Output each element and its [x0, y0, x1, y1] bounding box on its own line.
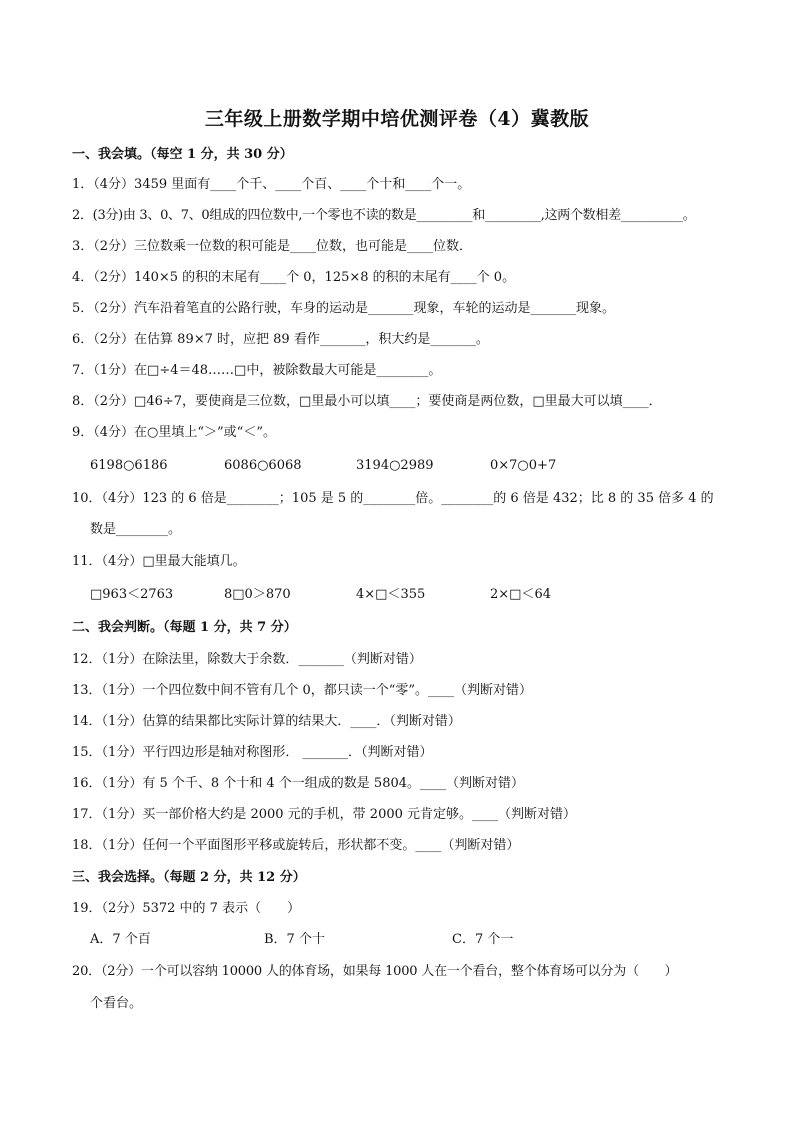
section-heading-judge: 二、我会判断。（每题 1 分，共 7 分）	[72, 620, 297, 635]
q9-item: 6198○6186	[90, 458, 168, 473]
page-title: 三年级上册数学期中培优测评卷（4）冀教版	[204, 108, 590, 130]
question-2: 2．(3分)由 3、0、7、0组成的四位数中,一个零也不读的数是_________和_________,这两个数相差__________。	[72, 208, 696, 223]
q19-option-b: B．7 个十	[264, 932, 325, 947]
question-16: 16．（1分）有 5 个千、8 个十和 4 个一组成的数是 5804。____（判断对错）	[72, 776, 525, 791]
q19-option-c: C．7 个一	[452, 932, 514, 947]
question-7: 7．（1分）在□÷4＝48……□中，被除数最大可能是________。	[72, 363, 442, 378]
question-13: 13．（1分）一个四位数中间不管有几个 0，都只读一个“零”。____（判断对错）	[72, 683, 533, 698]
question-9: 9．（4分）在○里填上“＞”或“＜”。	[72, 425, 276, 440]
q11-item: 4×□＜355	[356, 587, 426, 602]
question-15: 15．（1分）平行四边形是轴对称图形． _______．（判断对错）	[72, 745, 433, 760]
question-5: 5．（2分）汽车沿着笔直的公路行驶，车身的运动是_______现象，车轮的运动是_______现象。	[72, 301, 616, 316]
question-3: 3．（2分）三位数乘一位数的积可能是____位数，也可能是____位数．	[72, 239, 473, 254]
q9-item: 0×7○0+7	[490, 458, 557, 473]
question-4: 4．（2分）140×5 的积的末尾有____个 0，125×8 的积的末尾有____个 0。	[72, 270, 516, 285]
question-18: 18．（1分）任何一个平面图形平移或旋转后，形状都不变。____（判断对错）	[72, 838, 520, 853]
question-1: 1．（4分）3459 里面有____个千、____个百、____个十和____个一。	[72, 177, 471, 192]
q19-option-a: A．7 个百	[90, 932, 151, 947]
section-heading-choice: 三、我会选择。（每题 2 分，共 12 分）	[72, 870, 306, 885]
question-17: 17．（1分）买一部价格大约是 2000 元的手机，带 2000 元肯定够。____（判断对错）	[72, 807, 577, 822]
q11-item: 8□0＞870	[224, 587, 291, 602]
question-14: 14．（1分）估算的结果都比实际计算的结果大．____．（判断对错）	[72, 714, 461, 729]
question-20: 20．（2分）一个可以容纳 10000 人的体育场，如果每 1000 人在一个看台，整个体育场可以分为（ ）	[72, 964, 678, 979]
question-10: 10．（4分）123 的 6 倍是________；105 是 5 的________倍。________的 6 倍是 432；比 8 的 35 倍多 4 的	[72, 491, 714, 506]
question-20-continued: 个看台。	[90, 996, 143, 1011]
q11-item: □963＜2763	[90, 587, 174, 602]
question-12: 12．（1分）在除法里，除数大于余数．_______（判断对错）	[72, 652, 422, 667]
q9-item: 6086○6068	[224, 458, 302, 473]
q9-item: 3194○2989	[356, 458, 434, 473]
question-19: 19．（2分）5372 中的 7 表示（ ）	[72, 901, 301, 916]
q11-item: 2×□＜64	[490, 587, 551, 602]
section-heading-fill: 一、我会填。（每空 1 分，共 30 分）	[72, 147, 293, 162]
question-10-continued: 数是________。	[90, 522, 182, 537]
question-8: 8．（2分）□46÷7，要使商是三位数，□里最小可以填____；要使商是两位数，□里最大可以填____．	[72, 394, 662, 409]
question-11: 11．（4分）□里最大能填几。	[72, 554, 246, 569]
question-6: 6．（2分）在估算 89×7 时，应把 89 看作_______，积大约是_______。	[72, 332, 489, 347]
